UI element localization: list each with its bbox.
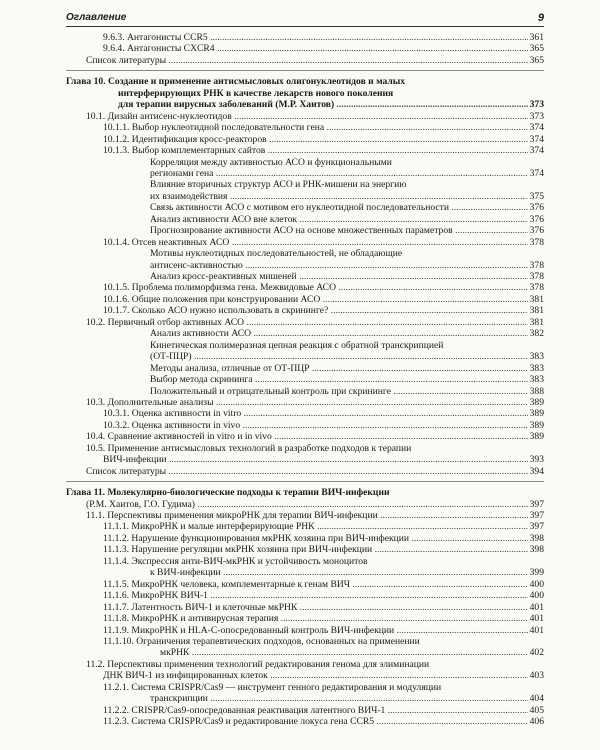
toc-entry-text: 10.1.4. Отсев неактивных АСО ..... — [103, 237, 544, 248]
toc-entry-text: Анализ кросс-реактивных мишеней ..... — [150, 271, 544, 282]
toc-entry-text: ВИЧ-инфекции ..... — [103, 454, 544, 465]
toc-entry-text: Глава 11. Молекулярно-биологические подходы к терапии ВИЧ-инфекции — [66, 487, 390, 499]
chapter-heading-line — [66, 76, 544, 88]
toc-entry-text: 11.2.2. CRISPR/Cas9-опосредованная реактивация латентного ВИЧ-1 ..... — [103, 705, 544, 716]
toc-entry — [86, 499, 544, 511]
toc-entry — [150, 340, 544, 352]
toc-entry-text: ДНК ВИЧ-1 из инфицированных клеток ..... — [103, 670, 544, 681]
toc-entry — [150, 374, 544, 386]
toc-entry — [150, 248, 544, 260]
toc-entry-text: Выбор метода скрининга ..... — [150, 374, 544, 385]
toc-page-number: 383 — [529, 374, 544, 386]
toc-entry-text: 11.1.6. МикроРНК ВИЧ-1 ..... — [103, 590, 544, 601]
toc-entry — [103, 625, 544, 637]
toc-entry-text: Анализ активности АСО вне клеток ..... — [150, 214, 544, 225]
toc-page-number: 381 — [529, 316, 544, 328]
toc-entry — [103, 521, 544, 533]
toc-entry — [150, 168, 544, 180]
toc-entry — [150, 202, 544, 214]
toc-entry — [103, 579, 544, 591]
toc-entry-text: 10.4. Сравнение активностей in vitro и in vivo ..... — [86, 431, 544, 442]
toc-entry-text: для терапии вирусных заболеваний (М.Р. Хаитов) ..... — [118, 99, 544, 110]
toc-entry — [150, 214, 544, 226]
toc-entry — [103, 602, 544, 614]
toc-entry — [103, 636, 544, 648]
toc-entry — [150, 225, 544, 237]
toc-page-number: 394 — [529, 465, 544, 477]
toc-entry-text: Список литературы ..... — [86, 55, 544, 66]
toc-page-number: 401 — [529, 624, 544, 636]
toc-page-number: 397 — [529, 521, 544, 533]
toc-entry-text: Связь активности АСО с мотивом его нуклеотидной последовательности ..... — [150, 202, 544, 213]
toc-entry-text: 10.1. Дизайн антисенс-нуклеотидов ..... — [86, 111, 544, 122]
toc-entry — [150, 693, 544, 705]
toc-entry-text: 11.1.2. Нарушение функционирования мкРНК хозяина при ВИЧ-инфекции ..... — [103, 533, 544, 544]
chapter-heading-line — [118, 88, 544, 100]
toc-entry-text: 10.3.2. Оценка активности in vivo ..... — [103, 420, 544, 431]
toc-entry — [103, 32, 544, 44]
toc-page-number: 389 — [529, 419, 544, 431]
chapter-separator — [66, 70, 544, 71]
toc-entry — [86, 431, 544, 443]
toc-entry — [103, 122, 544, 134]
toc-entry-text: 11.1.9. МикроРНК и HLA-C-опосредованный контроль ВИЧ-инфекции ..... — [103, 625, 544, 636]
toc-entry-text: Список литературы ..... — [86, 466, 544, 477]
toc-page-number: 376 — [529, 213, 544, 225]
toc-entry — [86, 55, 544, 67]
toc-entry-text: интерферирующих РНК в качестве лекарств нового поколения — [118, 87, 394, 99]
toc-entry — [86, 443, 544, 455]
toc-entry-text: к ВИЧ-инфекции ..... — [150, 567, 544, 578]
toc-entry — [103, 533, 544, 545]
toc-page-number: 388 — [529, 385, 544, 397]
toc-page-number: 393 — [529, 454, 544, 466]
toc-entry — [150, 363, 544, 375]
toc-entry-text: Мотивы нуклеотидных последовательностей, не обладающие — [150, 248, 403, 260]
toc-entry-text: 11.2. Перспективы применения технологий редактирования генома для элиминации — [86, 658, 430, 670]
toc-page-number: 400 — [529, 578, 544, 590]
toc-entry — [103, 282, 544, 294]
toc-entry-text: 11.1.8. МикроРНК и антивирусная терапия ..... — [103, 613, 544, 624]
toc-page-number: 365 — [529, 43, 544, 55]
toc-entry-text: 10.1.1. Выбор нуклеотидной последовательности гена ..... — [103, 122, 544, 133]
toc-entry-text: Кинетическая полимеразная цепная реакция с обратной транскрипцией — [150, 339, 444, 351]
toc-entry — [103, 544, 544, 556]
toc-entry-text: 10.3.1. Оценка активности in vitro ..... — [103, 408, 544, 419]
toc-entry-text: 10.1.3. Выбор комплементарных сайтов ..... — [103, 145, 544, 156]
toc-entry-text: 11.2.3. Система CRISPR/Cas9 и редактирование локуса гена CCR5 ..... — [103, 716, 544, 727]
toc-entry-text: 10.3. Дополнительные анализы ..... — [86, 397, 544, 408]
toc-page-number: 373 — [529, 110, 544, 122]
toc-entry — [150, 328, 544, 340]
toc-page-number: 401 — [529, 601, 544, 613]
toc-page-number: 374 — [529, 122, 544, 134]
toc-entry — [103, 556, 544, 568]
toc-entry — [150, 157, 544, 169]
toc-entry-text: их взаимодействия ..... — [150, 191, 544, 202]
toc-entry — [150, 271, 544, 283]
toc-entry — [103, 420, 544, 432]
toc-page-number: 378 — [529, 259, 544, 271]
toc-entry-text: Положительный и отрицательный контроль при скрининге ..... — [150, 386, 544, 397]
toc-entry-text: 11.1.5. МикроРНК человека, комплементарные к генам ВИЧ ..... — [103, 579, 544, 590]
toc-page-number: 398 — [529, 544, 544, 556]
toc-entry — [150, 386, 544, 398]
toc-entry — [103, 682, 544, 694]
toc-entry — [103, 294, 544, 306]
toc-entry-text: Корреляция между активностью АСО и функциональными — [150, 156, 392, 168]
toc-entry — [103, 670, 544, 682]
toc-page-number: 378 — [529, 271, 544, 282]
toc-page-number: 402 — [529, 647, 544, 659]
toc-page-number: 400 — [529, 590, 544, 602]
toc-entry-text: 10.1.6. Общие положения при конструировании АСО ..... — [103, 294, 544, 305]
toc-entry — [150, 260, 544, 272]
toc-page-number: 378 — [529, 282, 544, 294]
toc-entry-text: 11.1.4. Экспрессия анти-ВИЧ-мкРНК и устойчивость моноцитов — [103, 555, 368, 567]
toc-page-number: 375 — [529, 190, 544, 202]
toc-entry — [86, 317, 544, 329]
toc-entry — [150, 179, 544, 191]
toc-entry-text: 11.1.7. Латентность ВИЧ-1 и клеточные мкРНК ..... — [103, 602, 544, 613]
toc-entry — [150, 567, 544, 579]
toc-entry-text: Глава 10. Создание и применение антисмысловых олигонуклеотидов и малых — [66, 76, 406, 88]
toc-entry — [103, 134, 544, 146]
toc-entry-text: Анализ активности АСО ..... — [150, 328, 544, 339]
toc-page-number: 374 — [529, 167, 544, 179]
chapter-separator — [66, 481, 544, 482]
toc-entry — [103, 305, 544, 317]
toc-entry — [150, 351, 544, 363]
toc-entry-text: 11.1.3. Нарушение регуляции мкРНК хозяина при ВИЧ-инфекции ..... — [103, 544, 544, 555]
toc-entry-text: 10.1.7. Сколько АСО нужно использовать в скрининге? ..... — [103, 305, 544, 316]
page-number: 9 — [537, 12, 544, 24]
toc-entry — [103, 454, 544, 466]
toc-entry-text: 11.2.1. Система CRISPR/Cas9 — инструмент генного редактирования и модуляции — [103, 681, 442, 693]
toc-entry-text: (Р.М. Хаитов, Г.О. Гудима) ..... — [86, 499, 544, 510]
toc-page-number: 378 — [529, 236, 544, 248]
toc-page-number: 365 — [529, 54, 544, 66]
toc-entry-text: мкРНК ..... — [160, 647, 544, 658]
toc-entry — [160, 647, 544, 659]
toc-entry-text: 10.2. Первичный отбор активных АСО ..... — [86, 317, 544, 328]
toc-entry-text: 10.1.5. Проблема полиморфизма гена. Межвидовые АСО ..... — [103, 282, 544, 293]
toc-entry-text: 10.1.2. Идентификация кросс-реакторов ..... — [103, 134, 544, 145]
toc-entry-text: Методы анализа, отличные от ОТ-ПЦР ..... — [150, 363, 544, 374]
toc-entry — [103, 613, 544, 625]
toc-entry-text: 11.1. Перспективы применения микроРНК для терапии ВИЧ-инфекции ..... — [86, 510, 544, 521]
toc-entry-text: Влияние вторичных структур АСО и РНК-мишени на энергию — [150, 179, 407, 191]
toc-entry-text: 10.5. Применение антисмысловых технологий в разработке подходов к терапии — [86, 442, 412, 454]
toc-entry-text: 9.6.3. Антагонисты CCR5 ..... — [103, 32, 544, 43]
toc-page-number: 399 — [529, 567, 544, 579]
toc-page-number: 381 — [529, 305, 544, 317]
toc-entry — [103, 590, 544, 602]
toc-entry-text: транскрипции ..... — [150, 693, 544, 704]
toc-page-number: 389 — [529, 396, 544, 408]
toc-page-number: 404 — [529, 693, 544, 705]
toc-entry-text: антисенс-активностью ..... — [150, 260, 544, 271]
toc-entry — [103, 705, 544, 717]
toc-entry — [103, 408, 544, 420]
toc-page-number: 397 — [529, 510, 544, 521]
toc-page-number: 406 — [529, 716, 544, 728]
toc-entry-text: 11.1.10. Ограничения терапевтических подходов, основанных на применении — [103, 635, 420, 647]
toc-entry — [103, 145, 544, 157]
toc-entry — [86, 466, 544, 478]
toc-entry — [86, 659, 544, 671]
toc-entry-text: регионами гена ..... — [150, 168, 544, 179]
toc-entry — [103, 716, 544, 728]
toc-page-number: 398 — [529, 532, 544, 544]
toc-page-number: 376 — [529, 202, 544, 214]
toc-entry-text: 9.6.4. Антагонисты CXCR4 ..... — [103, 43, 544, 54]
toc-entry — [86, 111, 544, 123]
section-title: Оглавление — [66, 12, 127, 23]
toc-entry — [103, 237, 544, 249]
toc-page-number: 381 — [529, 293, 544, 305]
toc-page-number: 374 — [529, 145, 544, 157]
toc-page-number: 405 — [529, 704, 544, 716]
toc-page-number: 382 — [529, 328, 544, 340]
toc-entry — [150, 191, 544, 203]
toc-page-number: 403 — [529, 670, 544, 682]
toc-page-number: 389 — [529, 408, 544, 420]
toc-page-number: 376 — [529, 225, 544, 237]
toc-page-number: 383 — [529, 362, 544, 374]
chapter-heading-line — [118, 99, 544, 111]
toc-entry — [86, 510, 544, 522]
toc-page-number: 361 — [529, 32, 544, 43]
toc-page-number: 374 — [529, 133, 544, 145]
toc-page-number: 401 — [529, 613, 544, 625]
toc-page-number: 389 — [529, 431, 544, 443]
toc-entry-text: 11.1.1. МикроРНК и малые интерферирующие РНК ..... — [103, 521, 544, 532]
toc-entry-text: Прогнозирование активности АСО на основе множественных параметров ..... — [150, 225, 544, 236]
chapter-heading-line — [66, 487, 544, 499]
toc-entry-text: (ОТ-ПЦР) ..... — [150, 351, 544, 362]
toc-entry — [103, 43, 544, 55]
toc-entry — [86, 397, 544, 409]
toc-page-number: 373 — [529, 99, 544, 111]
toc-page-number: 383 — [529, 351, 544, 363]
toc-page-number: 397 — [529, 498, 544, 510]
